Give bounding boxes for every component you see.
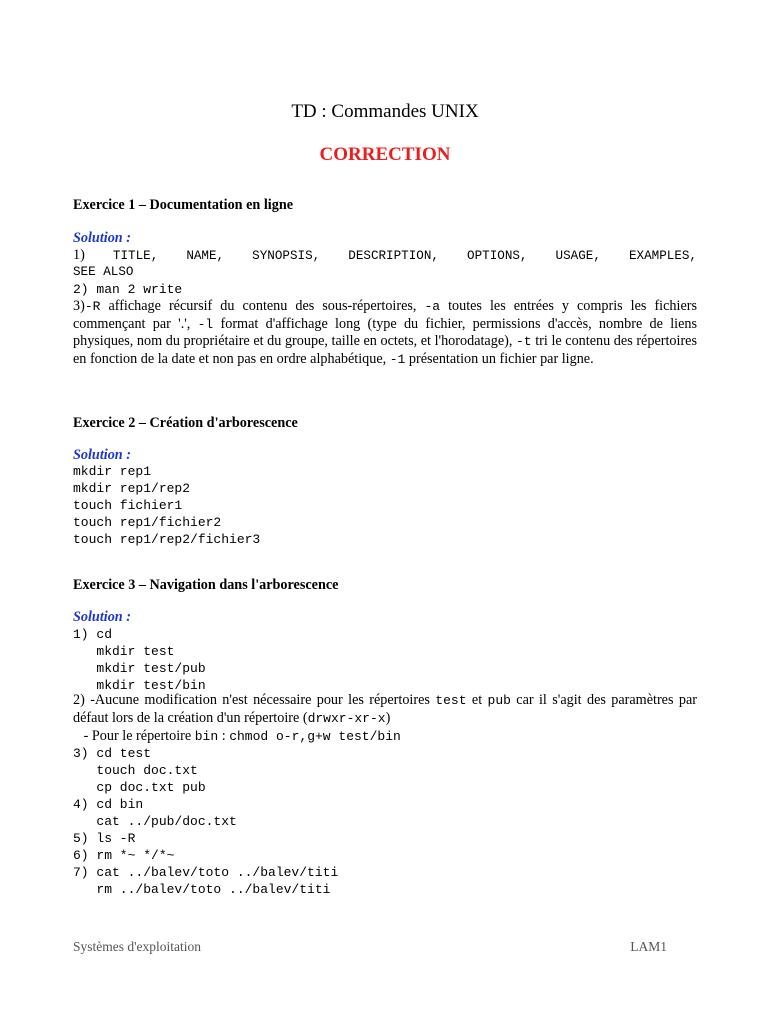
- exercise2-heading: Exercice 2 – Création d'arborescence: [73, 415, 298, 431]
- command-line: touch doc.txt: [73, 763, 198, 778]
- exercise2-commands: [73, 463, 697, 548]
- exercise3-heading: Exercice 3 – Navigation dans l'arborescence: [73, 577, 339, 593]
- exercise3-step1: [73, 626, 697, 694]
- command-line: mkdir rep1/rep2: [73, 481, 191, 496]
- exercise3-steps-3-7: [73, 745, 697, 898]
- command-line: 4) cd bin: [73, 797, 144, 812]
- exercise3-step2: 2) -Aucune modification n'est nécessaire pour les répertoires test et pub car il s'agit des paramètres par défaut lors de la création d'un répertoire (drwxr-xr-x): [73, 692, 697, 726]
- command-line: mkdir test/pub: [73, 661, 206, 676]
- exercise1-item1: 1) TITLE, NAME, SYNOPSIS, DESCRIPTION, OPTIONS, USAGE, EXAMPLES,: [73, 247, 697, 263]
- exercise3-solution-label: Solution :: [73, 609, 131, 625]
- command-line: rm ../balev/toto ../balev/titi: [73, 882, 331, 897]
- command-line: mkdir rep1: [73, 464, 152, 479]
- command-line: 5) ls -R: [73, 831, 136, 846]
- command-line: 3) cd test: [73, 746, 152, 761]
- footer-level: LAM1: [630, 939, 667, 954]
- exercise1-item2: 2) man 2 write: [73, 282, 183, 297]
- exercise3-step2-bin: - Pour le répertoire bin : chmod o-r,g+w test/bin: [73, 728, 401, 744]
- page-title: TD : Commandes UNIX: [291, 101, 479, 122]
- command-line: mkdir test/bin: [73, 678, 206, 693]
- command-line: 7) cat ../balev/toto ../balev/titi: [73, 865, 339, 880]
- command-line: mkdir test: [73, 644, 175, 659]
- command-line: touch fichier1: [73, 498, 183, 513]
- exercise1-answers: [73, 247, 697, 368]
- exercise1-solution-label: Solution :: [73, 230, 131, 246]
- exercise1-item3: 3)-R affichage récursif du contenu des sous-répertoires, -a toutes les entrées y compris les fichiers commençant par '.', -l format d'affichage long (type du fichier, permissions d'accès, nombre de liens physiques, nom du propriétaire et du groupe, taille en octets, et l'horodatage), -t tri le contenu des répertoires en fonction de la date et non pas en ordre alphabétique, -1 présentation un fichier par ligne.: [73, 298, 697, 367]
- command-line: cp doc.txt pub: [73, 780, 206, 795]
- command-line: 6) rm *~ */*~: [73, 848, 175, 863]
- command-line: 1) cd: [73, 627, 113, 642]
- footer-course-name: Systèmes d'exploitation: [73, 939, 202, 954]
- document-page: [73, 0, 697, 1024]
- command-line: touch rep1/rep2/fichier3: [73, 532, 261, 547]
- exercise2-solution-label: Solution :: [73, 447, 131, 463]
- command-line: touch rep1/fichier2: [73, 515, 222, 530]
- exercise1-item1-continued: SEE ALSO: [73, 265, 134, 279]
- exercise1-heading: Exercice 1 – Documentation en ligne: [73, 197, 294, 213]
- command-line: cat ../pub/doc.txt: [73, 814, 237, 829]
- correction-heading: CORRECTION: [319, 144, 451, 165]
